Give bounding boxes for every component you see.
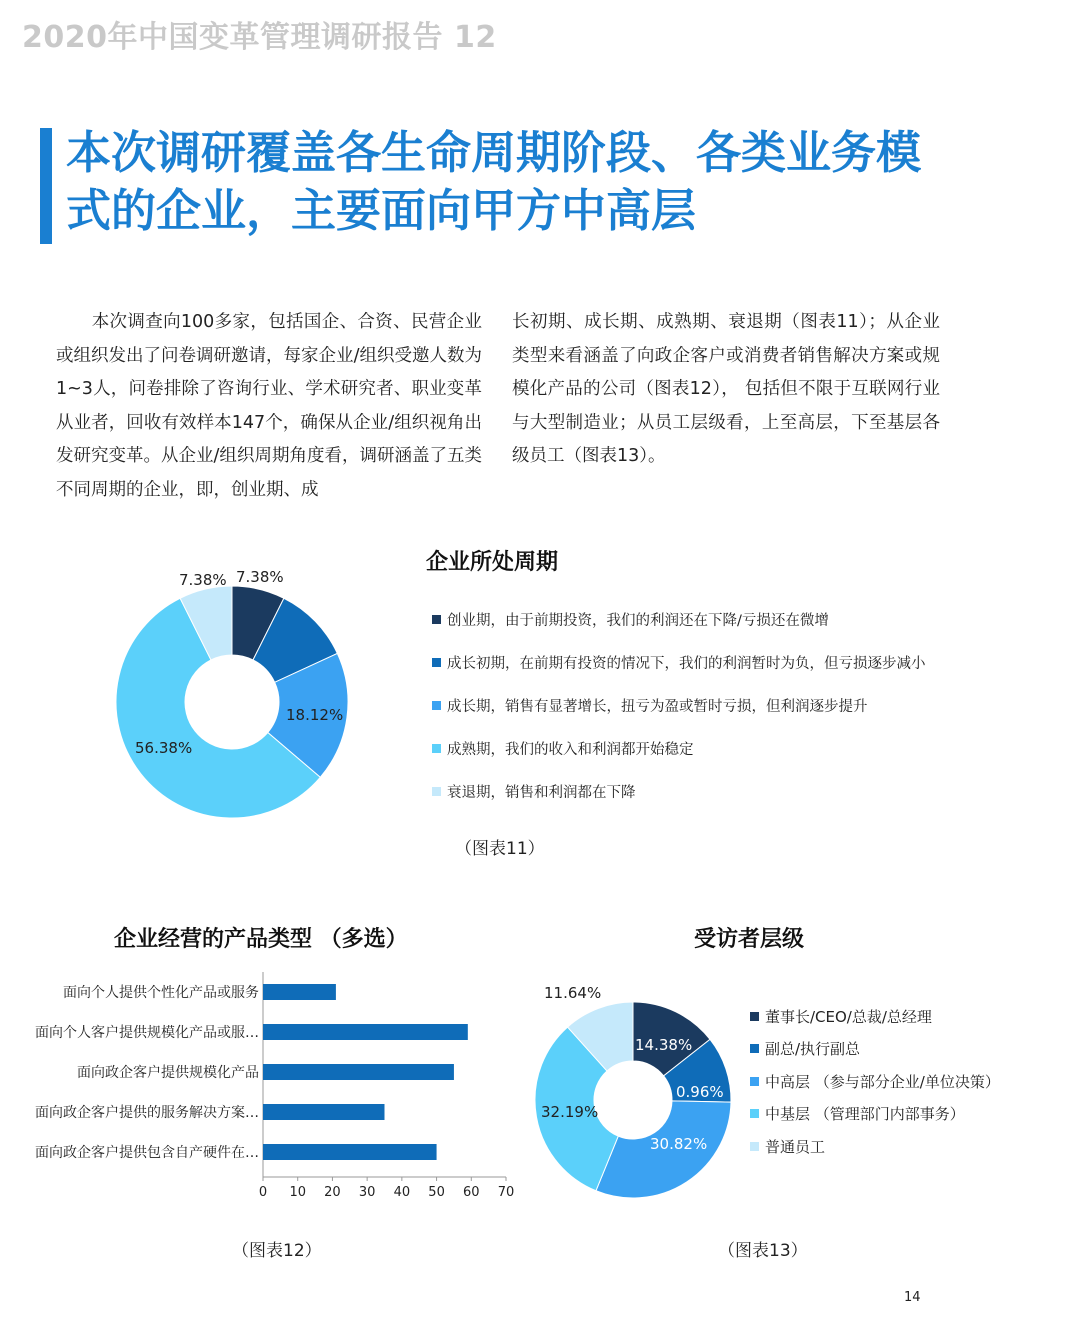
data-label: 7.38% <box>179 571 227 589</box>
legend-swatch <box>750 1109 759 1118</box>
data-label: 30.82% <box>650 1135 708 1153</box>
x-tick-label: 70 <box>497 1185 515 1200</box>
bar <box>263 984 336 1000</box>
chart11-caption: （图表11） <box>455 839 545 859</box>
legend-label: 普通员工 <box>765 1137 826 1156</box>
chart13-donut <box>520 975 750 1210</box>
legend-label: 成长期，销售有显著增长，扭亏为盈或暂时亏损，但利润逐步提升 <box>447 699 868 715</box>
legend-swatch <box>432 701 441 710</box>
chart13-caption: （图表13） <box>718 1241 808 1261</box>
legend-swatch <box>432 658 441 667</box>
legend-item <box>432 641 926 684</box>
body-text-right-column: 长初期、成长期、成熟期、衰退期（图表11）；从企业类型来看涵盖了向政企客户或消费者销售解决方案或规模化产品的公司（图表12）， 包括但不限于互联网行业与大型制造业；从员工层级看，上至高层，下至基层各级员工（图表13）。 <box>512 312 940 467</box>
x-tick-label: 40 <box>393 1185 411 1200</box>
legend-swatch <box>750 1012 759 1021</box>
bar <box>263 1024 468 1040</box>
chart13-title: 受访者层级 <box>694 927 805 952</box>
chart12-title: 企业经营的产品类型 （多选） <box>114 927 408 952</box>
chart11-donut <box>100 560 360 830</box>
legend-swatch <box>750 1044 759 1053</box>
legend-label: 成长初期，在前期有投资的情况下，我们的利润暂时为负，但亏损逐步减小 <box>447 656 926 672</box>
bar <box>263 1064 454 1080</box>
category-label: 面向政企客户提供规模化产品 <box>77 1065 259 1081</box>
running-header: 2020年中国变革管理调研报告 12 <box>22 20 497 55</box>
legend-swatch <box>750 1077 759 1086</box>
data-label: 14.38% <box>635 1036 693 1054</box>
legend-item <box>750 1098 1000 1131</box>
data-label: 56.38% <box>135 739 193 757</box>
x-tick-label: 0 <box>258 1185 268 1200</box>
legend-item <box>750 1000 1000 1033</box>
data-label: 32.19% <box>541 1103 599 1121</box>
legend-label: 创业期，由于前期投资，我们的利润还在下降/亏损还在微增 <box>447 613 829 629</box>
page-number: 14 <box>904 1290 921 1305</box>
legend-label: 衰退期，销售和利润都在下降 <box>447 785 636 801</box>
chart12-caption: （图表12） <box>232 1241 322 1261</box>
legend-item <box>750 1065 1000 1098</box>
x-tick-label: 20 <box>324 1185 341 1200</box>
legend-swatch <box>432 744 441 753</box>
title-accent-bar <box>40 128 52 244</box>
x-tick-label: 30 <box>358 1185 376 1200</box>
legend-item <box>432 770 926 813</box>
x-tick-label: 50 <box>428 1185 445 1200</box>
category-label: 面向政企客户提供的服务解决方案… <box>35 1105 259 1121</box>
data-label: 11.64% <box>544 984 602 1002</box>
legend-label: 董事长/CEO/总裁/总经理 <box>765 1007 932 1026</box>
page-title: 本次调研覆盖各生命周期阶段、各类业务模式的企业，主要面向甲方中高层 <box>66 126 922 237</box>
legend-swatch <box>750 1142 759 1151</box>
chart11-title: 企业所处周期 <box>426 550 559 575</box>
legend-item <box>432 598 926 641</box>
legend-label: 中高层 （参与部分企业/单位决策） <box>765 1072 1000 1091</box>
category-label: 面向个人提供个性化产品或服务 <box>63 985 259 1001</box>
bar <box>263 1104 385 1120</box>
data-label: 0.96% <box>676 1083 724 1101</box>
bar <box>263 1144 437 1160</box>
legend-label: 成熟期，我们的收入和利润都开始稳定 <box>447 742 694 758</box>
data-label: 18.12% <box>286 706 344 724</box>
legend-item <box>432 684 926 727</box>
legend-item <box>432 727 926 770</box>
legend-item <box>750 1033 1000 1066</box>
legend-swatch <box>432 787 441 796</box>
chart11-legend <box>432 598 926 813</box>
legend-label: 副总/执行副总 <box>765 1040 861 1059</box>
legend-item <box>750 1130 1000 1163</box>
body-text-left-column: 本次调查向100多家，包括国企、合资、民营企业或组织发出了问卷调研邀请，每家企业/组织受邀人数为1~3人，问卷排除了咨询行业、学术研究者、职业变革从业者，回收有效样本147个，确保从企业/组织视角出发研究变革。从企业/组织周期角度看，调研涵盖了五类不同周期的企业，即，创业期、成 <box>56 312 482 500</box>
chart12-bar-chart <box>20 970 520 1210</box>
legend-swatch <box>432 615 441 624</box>
chart13-legend <box>750 1000 1000 1163</box>
legend-label: 中基层 （管理部门内部事务） <box>765 1105 965 1124</box>
category-label: 面向政企客户提供包含自产硬件在… <box>35 1145 259 1161</box>
x-tick-label: 10 <box>289 1185 306 1200</box>
x-tick-label: 60 <box>463 1185 480 1200</box>
data-label: 7.38% <box>236 568 284 586</box>
category-label: 面向个人客户提供规模化产品或服… <box>35 1025 259 1041</box>
